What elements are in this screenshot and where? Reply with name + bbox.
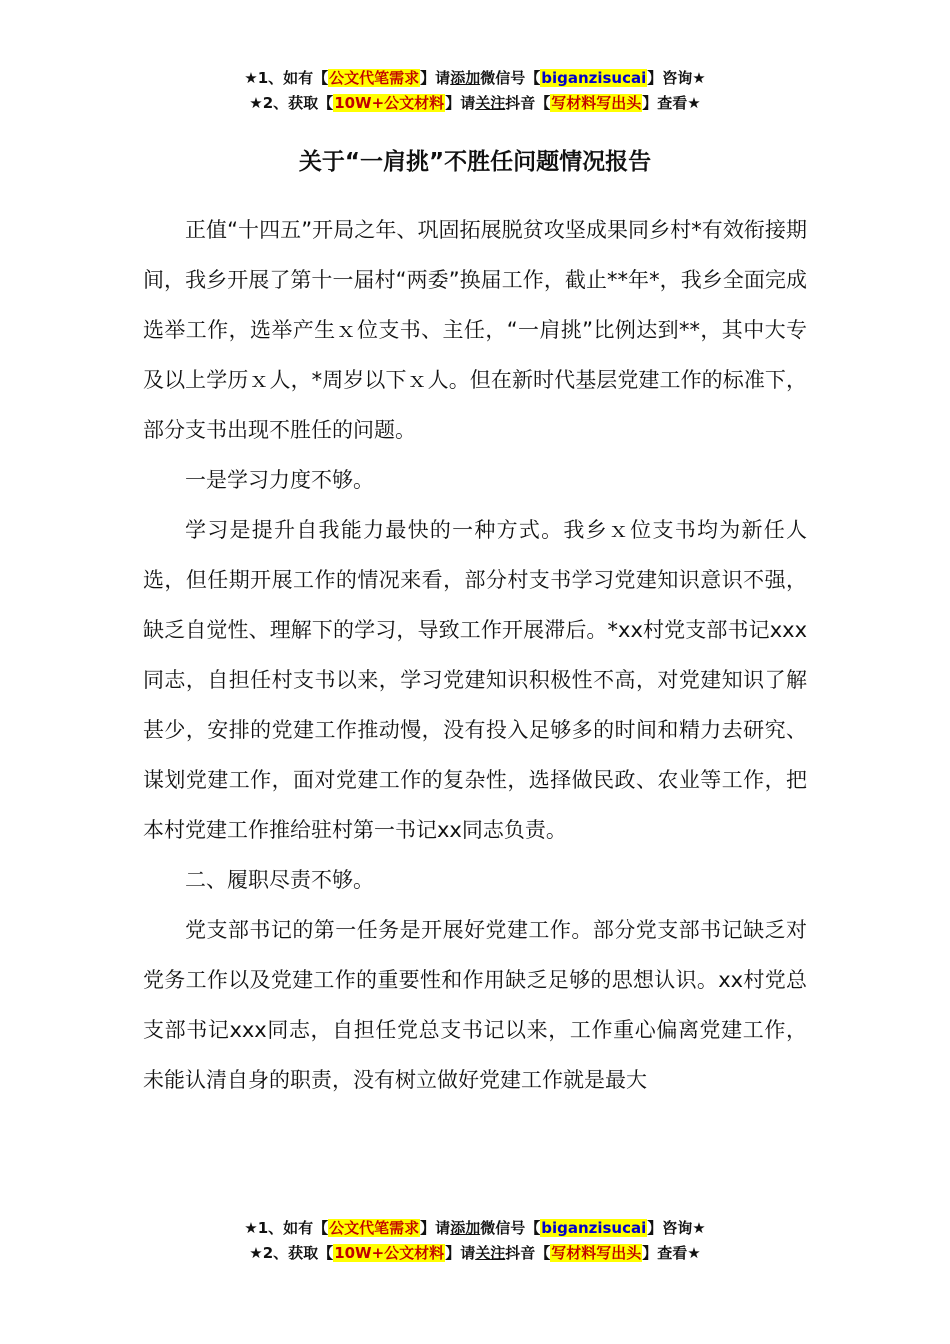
banner-underlined: 关注 [475, 1244, 506, 1262]
banner-text: 抖音【 [505, 94, 551, 112]
section-heading-2: 二、履职尽责不够。 [185, 868, 374, 892]
banner-text: 抖音【 [505, 1244, 551, 1262]
banner-underlined: 添加 [450, 1219, 481, 1237]
banner-text: ★1、如有【 [244, 1219, 329, 1237]
banner-underlined: 关注 [475, 94, 506, 112]
highlight-materials: 10W+公文材料 [334, 1244, 445, 1262]
banner-text: 】咨询★ [647, 69, 706, 87]
banner-underlined: 添加 [450, 69, 481, 87]
banner-line-1 [0, 66, 950, 91]
banner-text: 】请 [445, 94, 476, 112]
highlight-douyin: 写材料写出头 [551, 94, 642, 112]
footer-banner [0, 1216, 950, 1266]
header-banner [0, 66, 950, 116]
banner-text: 】咨询★ [647, 1219, 706, 1237]
highlight-materials: 10W+公文材料 [334, 94, 445, 112]
paragraph-section-1: 学习是提升自我能力最快的一种方式。我乡ｘ位支书均为新任人选，但任期开展工作的情况来看，部分村支书学习党建知识意识不强，缺乏自觉性、理解下的学习，导致工作开展滞后。*xx村党支部书记xxx同志，自担任村支书以来，学习党建知识积极性不高，对党建知识了解甚少，安排的党建工作推动慢，没有投入足够多的时间和精力去研究、谋划党建工作，面对党建工作的复杂性，选择做民政、农业等工作，把本村党建工作推给驻村第一书记xx同志负责。 [143, 518, 807, 842]
highlight-ghostwriting: 公文代笔需求 [329, 69, 420, 87]
banner-text: 微信号【 [480, 69, 541, 87]
banner-text: 】查看★ [642, 94, 701, 112]
banner-text: 】查看★ [642, 1244, 701, 1262]
banner-text: 】请 [445, 1244, 476, 1262]
banner-text: 】请 [420, 1219, 451, 1237]
banner-line-2 [0, 1241, 950, 1266]
highlight-ghostwriting: 公文代笔需求 [329, 1219, 420, 1237]
banner-text: ★2、获取【 [249, 94, 334, 112]
banner-text: ★2、获取【 [249, 1244, 334, 1262]
paragraph-section-2: 党支部书记的第一任务是开展好党建工作。部分党支部书记缺乏对党务工作以及党建工作的重要性和作用缺乏足够的思想认识。xx村党总支部书记xxx同志，自担任党总支书记以来，工作重心偏离党建工作，未能认清自身的职责，没有树立做好党建工作就是最大 [143, 918, 807, 1092]
banner-line-2 [0, 91, 950, 116]
highlight-douyin: 写材料写出头 [551, 1244, 642, 1262]
banner-line-1 [0, 1216, 950, 1241]
banner-text: ★1、如有【 [244, 69, 329, 87]
highlight-wechat-id: biganzisucai [541, 1219, 647, 1237]
highlight-wechat-id: biganzisucai [541, 69, 647, 87]
document-body [143, 205, 807, 1105]
banner-text: 】请 [420, 69, 451, 87]
document-title: 关于“一肩挑”不胜任问题情况报告 [298, 149, 652, 175]
section-heading-1: 一是学习力度不够。 [185, 468, 374, 492]
paragraph-intro: 正值“十四五”开局之年、巩固拓展脱贫攻坚成果同乡村*有效衔接期间，我乡开展了第十一届村“两委”换届工作，截止**年*，我乡全面完成选举工作，选举产生ｘ位支书、主任，“一肩挑”比例达到**，其中大专及以上学历ｘ人，*周岁以下ｘ人。但在新时代基层党建工作的标准下，部分支书出现不胜任的问题。 [143, 218, 807, 442]
banner-text: 微信号【 [480, 1219, 541, 1237]
